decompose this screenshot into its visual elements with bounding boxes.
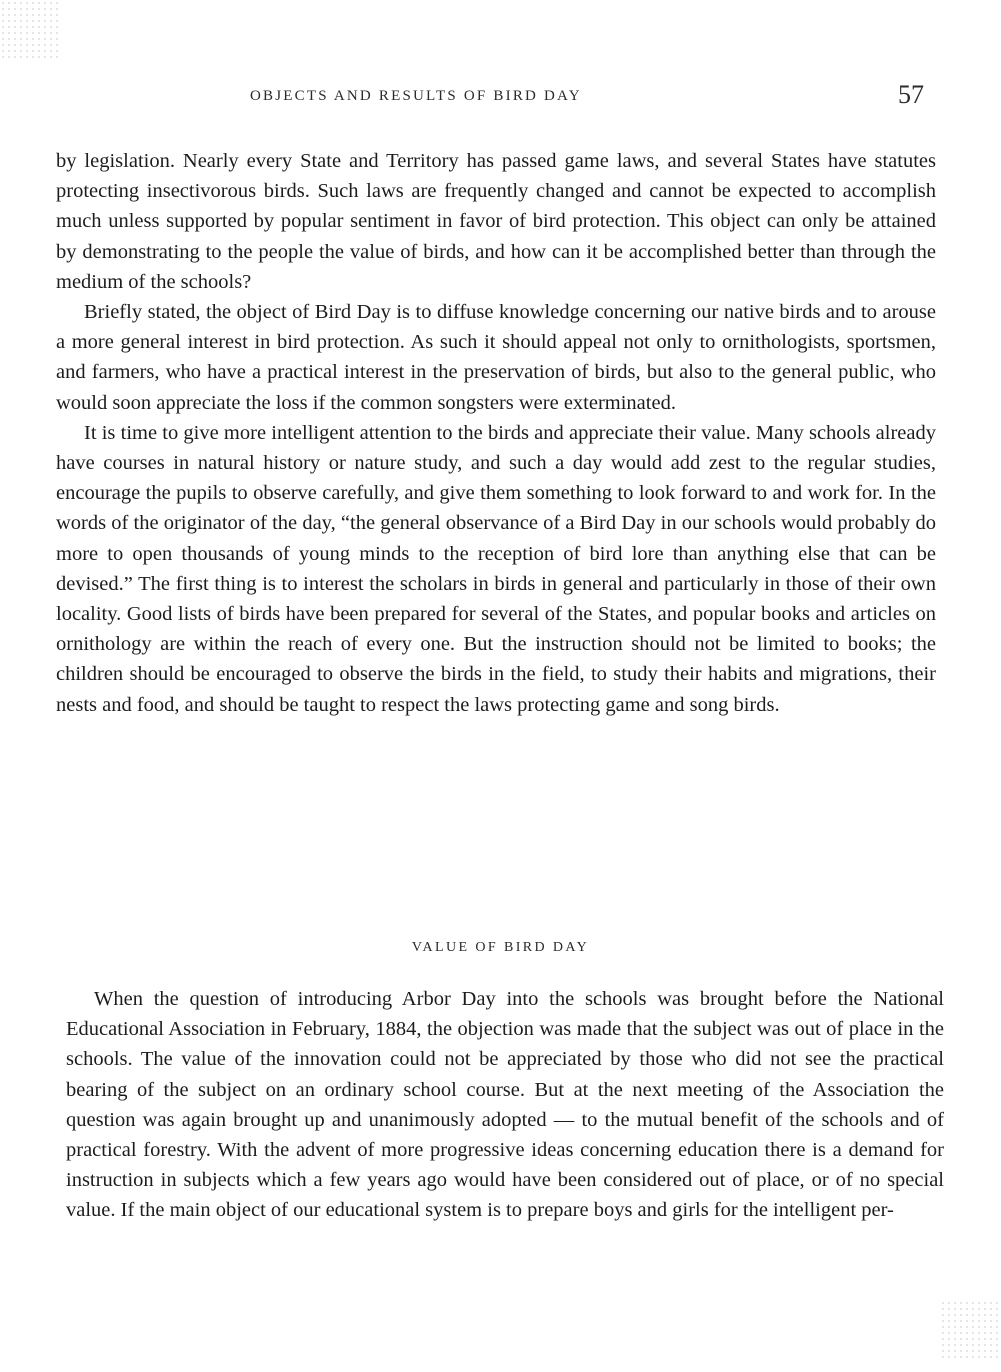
paragraph: When the question of introducing Arbor Day into the schools was brought before the National Educational Association in February, 1884, the objection was made that the subject was out of place in the schools. The value of the innovation could not be appreciated by those who did not see the practical bearing of the subject on an ordinary school course. But at the next meeting of the Association the question was again brought up and unanimously adopted — to the mutual benefit of the schools and of practical forestry. With the advent of more progressive ideas concerning education there is a demand for instruction in subjects which a few years ago would have been considered out of place, or of no special value. If the main object of our educational system is to prepare boys and girls for the intelligent per- [66, 988, 944, 1222]
paragraph: It is time to give more intelligent attention to the birds and appreciate their value. Many schools already have courses in natural history or nature study, and such a day would add zest to the regular studies, encourage the pupils to observe carefully, and give them something to look forward to and work for. In the words of the originator of the day, “the general observance of a Bird Day in our schools would probably do more to open thousands of young minds to the reception of bird lore than anything else that can be devised.” The first thing is to interest the scholars in birds in general and particularly in those of their own locality. Good lists of birds have been prepared for several of the States, and popular books and articles on ornithology are within the reach of every one. But the instruction should not be limited to books; the children should be encouraged to observe the birds in the field, to study their habits and migrations, their nests and food, and should be taught to respect the laws protecting game and song birds. [56, 421, 936, 716]
running-head: OBJECTS AND RESULTS OF BIRD DAY [250, 88, 582, 104]
paragraph: Briefly stated, the object of Bird Day is to diffuse knowledge concerning our native birds and to arouse a more general interest in bird protection. As such it should appeal not only to ornithologists, sportsmen, and farmers, who have a practical interest in the preservation of birds, but also to the general public, who would soon appreciate the loss if the common songsters were exterminated. [56, 301, 936, 414]
paragraph: by legislation. Nearly every State and Territory has passed game laws, and several States have statutes protecting insectivorous birds. Such laws are frequently changed and cannot be expected to accomplish much unless supported by popular sentiment in favor of bird protection. This object can only be attained by demonstrating to the people the value of birds, and how can it be accomplished better than through the medium of the schools? [56, 150, 936, 293]
scan-speckle [940, 1300, 1000, 1360]
scan-speckle [0, 0, 60, 60]
section-objects [56, 146, 936, 720]
section-value [66, 984, 944, 1226]
section-heading: VALUE OF BIRD DAY [411, 940, 590, 955]
page-number: 57 [898, 80, 924, 109]
